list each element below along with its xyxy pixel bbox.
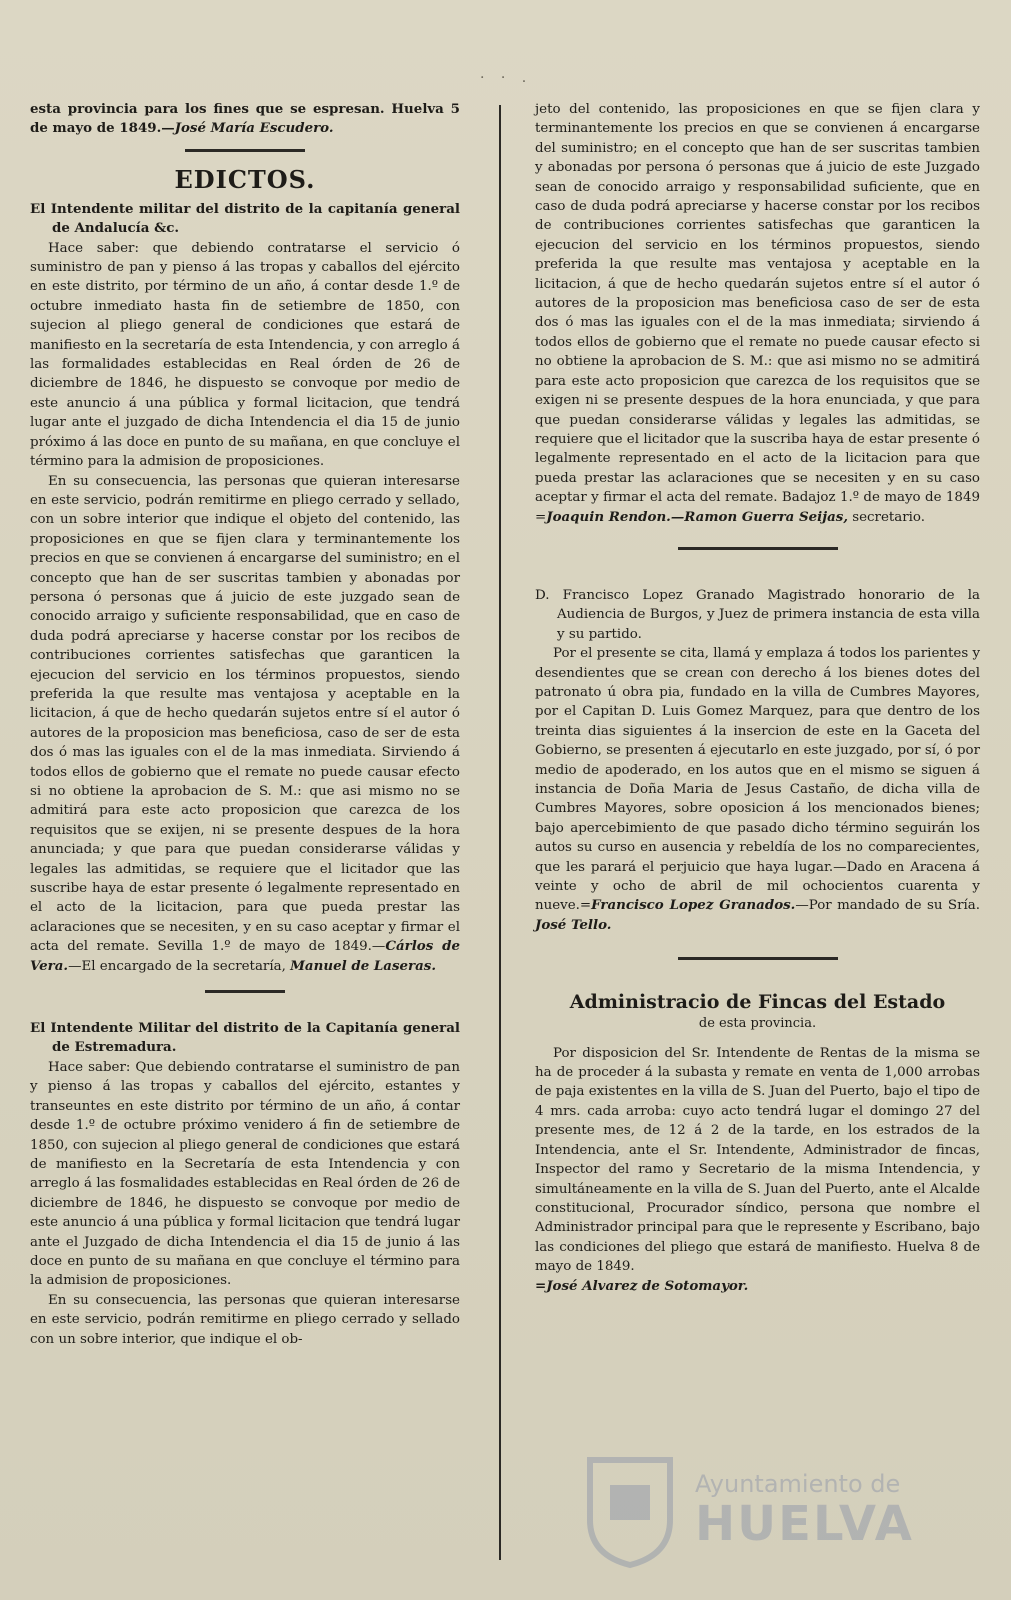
- column-rule: [499, 105, 501, 1560]
- watermark-line2: HUELVA: [695, 1496, 914, 1552]
- edict1-heading: El Intendente militar del distrito de la capitanía general de Andalucía &c.: [30, 200, 460, 237]
- left-column: [30, 100, 460, 1349]
- edict4-paragraph: Por disposicion del Sr. Intendente de Rentas de la misma se ha de proceder á la subasta y remate en venta de 1,000 arrobas de paja existentes en la villa de S. Juan del Puerto, bajo el tipo de 4 mrs. cada arroba: cuyo acto tendrá lugar el domingo 27 del presente mes, de 12 á 2 de la tarde, en los estrados de la Intendencia, ante el Sr. Intendente, Administrador de fincas, Inspector del ramo y Secretario de la misma Intendencia, y simultáneamente en la villa de S. Juan del Puerto, ante el Alcalde constitucional, Procurador síndico, persona que nombre el Administrador principal para que le represente y Escribano, bajo las condiciones del pliego que estará de manifiesto. Huelva 8 de mayo de 1849.: [535, 1045, 980, 1275]
- divider: [678, 547, 838, 550]
- top-marks: · · .: [480, 70, 533, 86]
- edict2-heading: El Intendente Militar del distrito de la Capitanía general de Estremadura.: [30, 1020, 460, 1056]
- ayuntamiento-watermark: [580, 1450, 940, 1570]
- section-subtitle: de esta provincia.: [698, 1016, 817, 1032]
- divider: [678, 957, 838, 960]
- section-title-administracion: Administracio de Fincas del Estado: [569, 991, 946, 1014]
- edict3-paragraph: Por el presente se cita, llamá y emplaza á todos los parientes y desendientes que se crean con derecho á los bienes dotes del patronato ú obra pia, fundado en la villa de Cumbres Mayores, por el Capitan D. Luis Gomez Marquez, para que dentro de los treinta dias siguientes á la insercion de este en la Gaceta del Gobierno, se presenten á ejecutarlo en este juzgado, por sí, ó por medio de apoderado, en los autos que en el mismo se siguen á instancia de Doña Maria de Jesus Castaño, de dicha villa de Cumbres Mayores, sobre oposicion á los mencionados bienes; bajo apercebimiento de que pasado dicho término seguirán los autos su curso en ausencia y rebeldía de los no comparecientes, que les parará el perjuicio que haya lugar.—Dado en Aracena á veinte y ocho de abril de mil ochocientos cuarenta y nueve.=Francisco Lopez Granados.—Por mandado de su Sría. José Tello.: [535, 646, 981, 933]
- watermark-line1: Ayuntamiento de: [695, 1470, 901, 1498]
- edict1-paragraph1: Hace saber: que debiendo contratarse el servicio ó suministro de pan y pienso á las tropas y caballos del ejército en este distrito, por término de un año, á contar desde 1.º de octubre inmediato hasta fin de setiembre de 1850, con sujecion al pliego general de condiciones que estará de manifiesto en la secretaría de esta Intendencia, y con arreglo á las formalidades establecidas en Real órden de 26 de diciembre de 1846, he dispuesto se convoque por medio de este anuncio á una pública y formal licitacion, que tendrá lugar ante el juzgado de dicha Intendencia el dia 15 de junio próximo á las doce en punto de su mañana, en que concluye el término para la admision de proposiciones.: [30, 240, 460, 470]
- prior-notice-end: esta provincia para los fines que se espresan. Huelva 5 de mayo de 1849.—José María Escudero.: [30, 101, 460, 137]
- divider: [205, 990, 285, 993]
- edict2-continuation: jeto del contenido, las proposiciones en que se fijen clara y terminantemente los precios en que se convienen á encargarse del suministro; en el concepto que han de ser suscritas tambien y abonadas por persona ó personas que á juicio de este Juzgado sean de conocido arraigo y responsabilidad suficiente, que en caso de duda podrá apreciarse y hacerse constar por los recibos de contribuciones corrientes satisfechas que garanticen la ejecucion del servicio en los términos propuestos, siendo preferida la que resulte mas ventajosa y aceptable en la licitacion, á que de hecho quedarán sujetos entre sí el autor ó autores de la proposicion mas beneficiosa caso de ser de esta dos ó mas las iguales con el de la mas inmediata; sirviendo á todos ellos de gobierno que el remate no puede causar efecto si no obtiene la aprobacion de S. M.: que asi mismo no se admitirá para este acto proposicion que carezca de los requisitos que se exigen ni se presente despues de la hora enunciada, y que para que puedan considerarse válidas y legales las admitidas, se requiere que el licitador que la suscriba haya de estar presente ó legalmente representado en el acto de la licitacion para que pueda prestar las aclaraciones que se necesiten y en su caso aceptar y firmar el acta del remate. Badajoz 1.º de mayo de 1849 =Joaquin Rendon.—Ramon Guerra Seijas, secretario.: [535, 102, 980, 525]
- edict2-paragraph1: Hace saber: Que debiendo contratarse el suministro de pan y pienso á las tropas y caballos del ejército, estantes y transeuntes en este distrito por término de un año, á contar desde 1.º de octubre próximo venidero á fin de setiembre de 1850, con sujecion al pliego general de condiciones que estará de manifiesto en la Secretaría de esta Intendencia y con arreglo á las fosmalidades establecidas en Real órden de 26 de diciembre de 1846, he dispuesto se convoque por medio de este anuncio á una pública y formal licitacion que tendrá lugar ante el Juzgado de dicha Intendencia el dia 15 de junio á las doce en punto de su mañana en que concluye el término para la admision de proposiciones.: [30, 1059, 460, 1289]
- edict2-paragraph2: En su consecuencia, las personas que quieran interesarse en este servicio, podrán remitirme en pliego cerrado y sellado con un sobre interior, que indique el ob-: [30, 1292, 460, 1347]
- edict1-paragraph2: En su consecuencia, las personas que quieran interesarse en este servicio, podrán remitirme en pliego cerrado y sellado, con un sobre interior que indique el objeto del contenido, las proposiciones en que se fijen clara y terminantemente los precios en que se convienen á encargarse del suministro; en el concepto que han de ser suscritas tambien y abonadas por persona ó personas que á juicio de este juzgado sean de conocido arraigo y suficiente responsabilidad, que en caso de duda podrá apreciarse y hacerse constar por los recibos de contribuciones corrientes satisfechas que garanticen la ejecucion del servicio en los términos propuestos, siendo preferida la que resulte mas ventajosa y aceptable en la licitacion, á que de hecho quedarán sujetos entre sí el autor ó autores de la proposicion mas beneficiosa, caso de ser de esta dos ó mas las iguales con el de la mas inmediata. Sirviendo á todos ellos de gobierno que el remate no puede causar efecto si no obtiene la aprobacion de S. M.: que asi mismo no se admitirá para este acto proposicion que carezca de los requisitos que se exijen, ni se presente despues de la hora anunciada; y que para que puedan considerarse válidas y legales las admitidas, se requiere que el licitador que las suscribe haya de estar presente ó legalmente representado en el acto de la licitacion, para que pueda prestar las aclaraciones que se necesiten, y en su caso aceptar y firmar el acta del remate. Sevilla 1.º de mayo de 1849.—Cárlos de Vera.—El encargado de la secretaría, Manuel de Laseras.: [30, 473, 460, 974]
- crest-icon: [580, 1450, 680, 1570]
- edict3-heading: D. Francisco Lopez Granado Magistrado honorario de la Audiencia de Burgos, y Juez de primera instancia de esta villa y su partido.: [535, 587, 980, 642]
- edict4-signature: =José Alvarez de Sotomayor.: [535, 1277, 749, 1294]
- right-column: [535, 100, 980, 1296]
- divider: [185, 149, 305, 152]
- section-title-edictos: EDICTOS.: [174, 164, 316, 194]
